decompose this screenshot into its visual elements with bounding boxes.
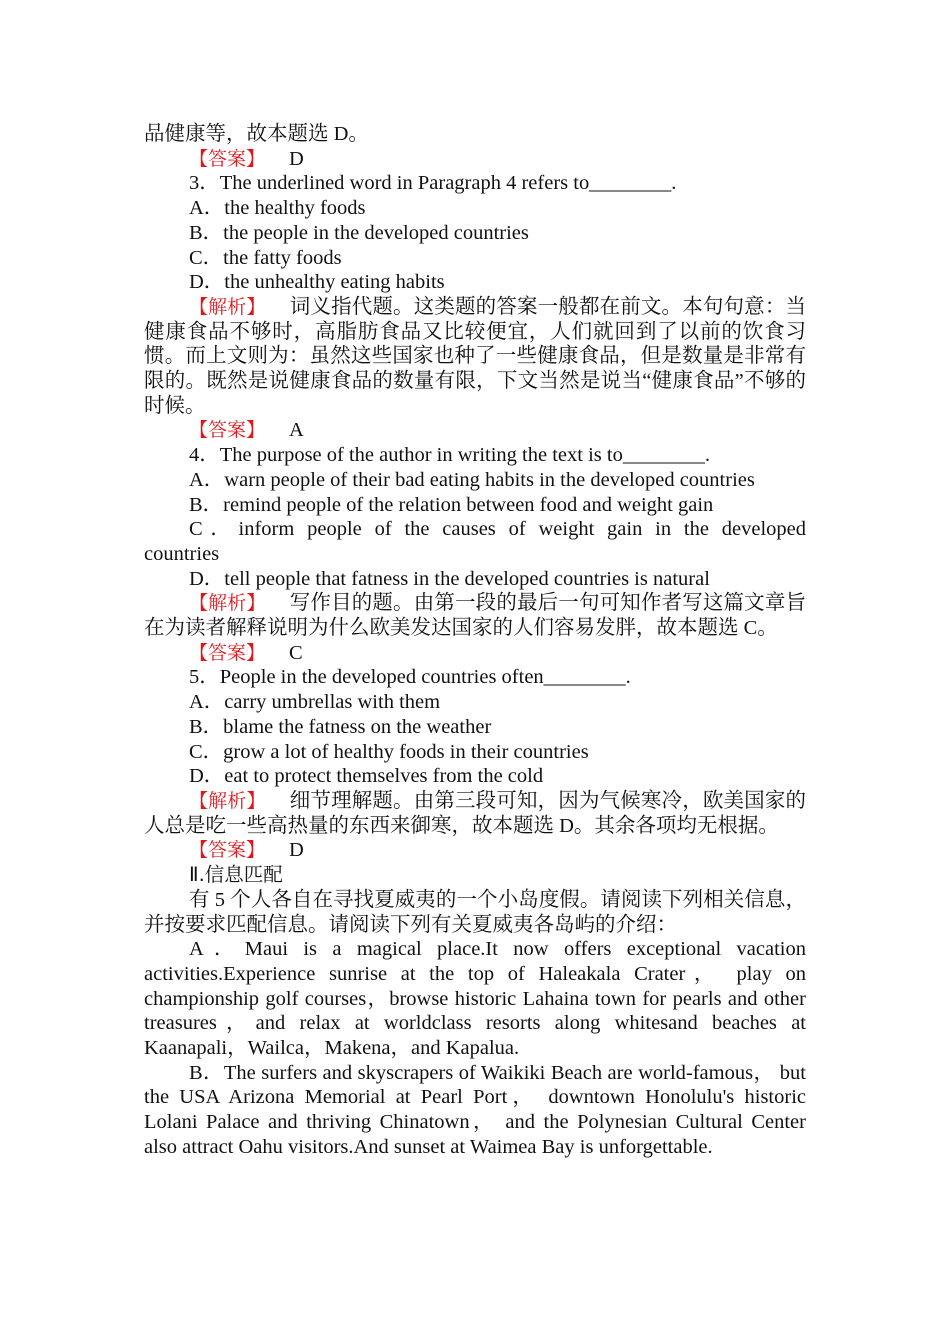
question-5: 5．People in the developed countries often________.	[189, 666, 631, 689]
section-intro: 有 5 个人各自在寻找夏威夷的一个小岛度假。请阅读下列相关信息，并按要求匹配信息。请阅读下列有关夏威夷各岛屿的介绍：	[144, 888, 806, 936]
option-c: C．grow a lot of healthy foods in their countries	[189, 740, 589, 763]
answer-tag: 【答案】	[189, 147, 266, 170]
explanation-3	[144, 295, 806, 419]
question-4: 4．The purpose of the author in writing the text is to________.	[189, 444, 710, 467]
passage-b: B．The surfers and skyscrapers of Waikiki Beach are world-famous， but the USA Arizona Memorial at Pearl Port， downtown Honolulu's historic Lolani Palace and thriving Chinatown， and the Polynesian Cultural Center also attract Oahu visitors.And sunset at Waimea Bay is unforgettable.	[144, 1061, 806, 1158]
passage-a: A．Maui is a magical place.It now offers exceptional vacation activities.Experience sunrise at the top of Haleakala Crater， play on championship golf courses，browse historic Lahaina town for pearls and other treasures，and relax at worldclass resorts along whitesand beaches at Kaanapali，Wailca，Makena，and Kapalua.	[144, 938, 806, 1060]
explanation-text: 词义指代题。这类题的答案一般都在前文。本句句意：当健康食品不够时，高脂肪食品又比较便宜，人们就回到了以前的饮食习惯。而上文则为：虽然这些国家也种了一些健康食品，但是数量是非常有限的。既然是说健康食品的数量有限，下文当然是说当“健康食品”不够的时候。	[144, 295, 806, 417]
question-3: 3．The underlined word in Paragraph 4 refers to________.	[189, 172, 677, 195]
answer-line	[144, 838, 806, 863]
answer-tag: 【答案】	[189, 839, 266, 862]
option-a: A．warn people of their bad eating habits in the developed countries	[189, 468, 755, 491]
explanation-text: 写作目的题。由第一段的最后一句可知作者写这篇文章旨在为读者解释说明为什么欧美发达国家的人们容易发胖，故本题选 C。	[144, 592, 806, 640]
explanation-tag: 【解析】	[189, 789, 266, 812]
option-b: B．remind people of the relation between food and weight gain	[189, 493, 714, 516]
explanation-4	[144, 591, 806, 640]
answer-tag: 【答案】	[189, 419, 266, 442]
option-d: D．eat to protect themselves from the cold	[189, 765, 544, 788]
option-b: B．the people in the developed countries	[189, 221, 529, 244]
text-line: 品健康等，故本题选 D。	[144, 123, 369, 145]
answer-value: D	[289, 839, 304, 862]
option-b: B．blame the fatness on the weather	[189, 715, 492, 738]
explanation-tag: 【解析】	[189, 295, 266, 318]
answer-tag: 【答案】	[189, 641, 266, 664]
section-heading: Ⅱ.信息匹配	[189, 863, 283, 887]
answer-value: D	[289, 147, 304, 170]
option-c-continued: countries	[144, 542, 220, 565]
option-d: D．the unhealthy eating habits	[189, 271, 445, 294]
explanation-5	[144, 789, 806, 838]
answer-line	[144, 641, 806, 666]
option-c: C．inform people of the causes of weight gain in the developed	[189, 518, 806, 541]
answer-line	[144, 418, 806, 443]
answer-line	[144, 147, 806, 172]
answer-value: C	[289, 641, 303, 664]
option-d: D．tell people that fatness in the developed countries is natural	[189, 567, 710, 590]
option-a: A．the healthy foods	[189, 197, 366, 220]
answer-value: A	[289, 419, 304, 442]
document-page	[144, 122, 806, 1160]
explanation-tag: 【解析】	[189, 592, 266, 615]
explanation-text: 细节理解题。由第三段可知，因为气候寒冷，欧美国家的人总是吃一些高热量的东西来御寒，故本题选 D。其余各项均无根据。	[144, 789, 806, 837]
option-c: C．the fatty foods	[189, 246, 342, 269]
option-a: A．carry umbrellas with them	[189, 691, 441, 714]
